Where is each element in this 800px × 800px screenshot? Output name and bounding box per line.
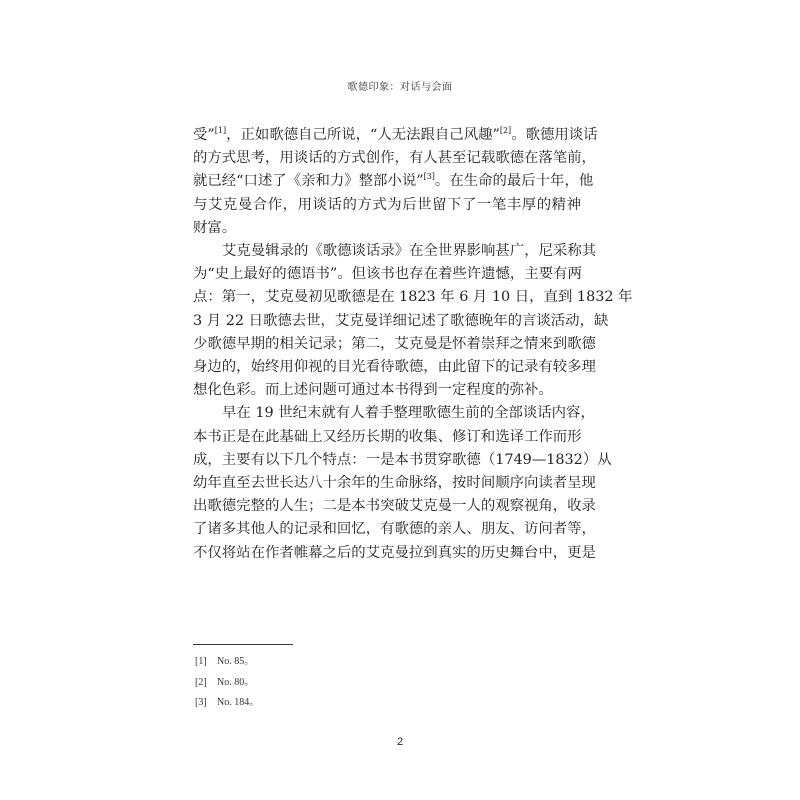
paragraph — [193, 240, 633, 402]
text-line: 受”[1]，正如歌德自己所说，“人无法跟自己风趣”[2]。歌德用谈话 — [193, 126, 598, 143]
text-line: 的方式思考，用谈话的方式创作，有人甚至记载歌德在落笔前， — [193, 150, 596, 167]
text-line: 身边的，始终用仰视的目光看待歌德，由此留下的记录有较多理 — [193, 359, 596, 376]
text-line: 想化色彩。而上述问题可通过本书得到一定程度的弥补。 — [193, 382, 553, 399]
running-head: 歌德印象：对话与会面 — [347, 82, 453, 93]
text-line: 与艾克曼合作，用谈话的方式为后世留下了一笔丰厚的精神 — [193, 196, 581, 213]
text-line: 成，主要有以下几个特点：一是本书贯穿歌德（1749—1832）从 — [193, 451, 612, 468]
text-line: 了诸多其他人的记录和回忆，有歌德的亲人、朋友、访问者等， — [193, 521, 596, 538]
text-line: 出歌德完整的人生；二是本书突破艾克曼一人的观察视角，收录 — [193, 498, 596, 515]
paragraph — [193, 402, 612, 564]
footnotes — [195, 652, 259, 714]
text-line: 点：第一，艾克曼初见歌德是在 1823 年 6 月 10 日，直到 1832 年 — [193, 289, 633, 306]
footnote-ref: [2] — [499, 126, 512, 136]
footnote-number: [2] — [195, 676, 207, 688]
text-line: 艾克曼辑录的《歌德谈话录》在全世界影响甚广，尼采称其 — [222, 243, 597, 260]
text-line: 为“史上最好的德语书”。但该书也存在着些许遗憾，主要有两 — [193, 266, 582, 283]
footnote-number: [3] — [195, 697, 207, 708]
footnote-number: [1] — [195, 656, 207, 667]
footnote — [195, 652, 259, 673]
text-line: 早在 19 世纪末就有人着手整理歌德生前的全部谈话内容， — [222, 405, 595, 422]
text-line: 就已经“口述了《亲和力》整部小说”[3]。在生命的最后十年，他 — [193, 172, 594, 190]
text-line: 财富。 — [193, 219, 237, 236]
body-text — [193, 124, 633, 565]
footnote-text: No. 80。 — [217, 676, 255, 688]
footnote-text: No. 85。 — [217, 656, 255, 667]
text-line: 少歌德早期的相关记录；第二，艾克曼是怀着崇拜之情来到歌德 — [193, 335, 596, 352]
page-number: 2 — [396, 736, 404, 748]
footnote — [195, 673, 259, 694]
text-line: 幼年直至去世长达八十余年的生命脉络，按时间顺序向读者呈现 — [193, 475, 596, 492]
text-line: 本书正是在此基础上又经历长期的收集、修订和选译工作而形 — [193, 428, 582, 445]
text-line: 不仅将站在作者帷幕之后的艾克曼拉到真实的历史舞台中，更是 — [193, 544, 596, 561]
footnote — [195, 693, 259, 714]
footnote-divider — [193, 644, 293, 645]
text-line: 3 月 22 日歌德去世，艾克曼详细记述了歌德晚年的言谈活动，缺 — [193, 312, 609, 329]
footnote-ref: [1] — [214, 126, 227, 136]
footnote-text: No. 184。 — [217, 697, 260, 708]
footnote-ref: [3] — [423, 172, 435, 182]
paragraph — [193, 124, 598, 240]
